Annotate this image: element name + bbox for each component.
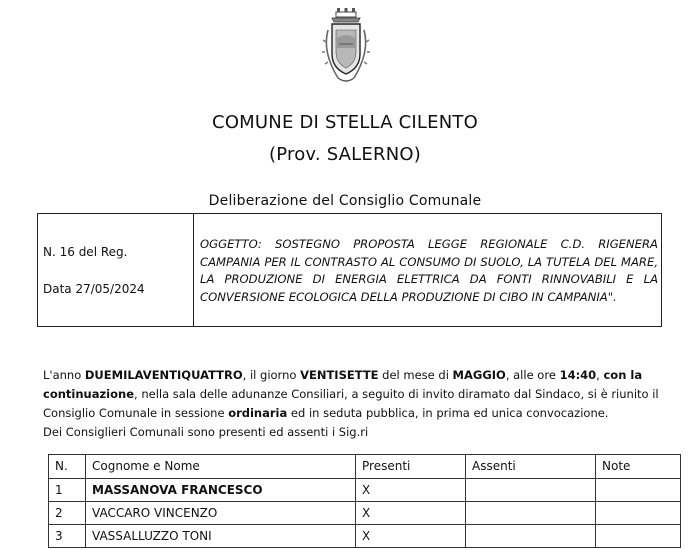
row-presenti: X [356, 525, 466, 548]
intro-text: del mese di [378, 368, 453, 382]
giorno-value: VENTISETTE [300, 368, 379, 382]
shield-icon [318, 8, 374, 88]
municipal-emblem [318, 8, 374, 88]
row-note [596, 479, 681, 502]
table-header-row [49, 455, 681, 479]
intro-line-4: Dei Consiglieri Comunali sono presenti ed assenti i Sig.ri [43, 425, 369, 439]
row-presenti: X [356, 502, 466, 525]
row-assenti [466, 525, 596, 548]
row-name: MASSANOVA FRANCESCO [86, 479, 356, 502]
table-row [49, 525, 681, 548]
document-type-title: Deliberazione del Consiglio Comunale [208, 193, 482, 209]
row-note [596, 525, 681, 548]
registro-numero: N. 16 del Reg. [43, 245, 128, 259]
oggetto-text: OGGETTO: SOSTEGNO PROPOSTA LEGGE REGIONALE C.D. RIGENERA CAMPANIA PER IL CONTRASTO AL CONSUMO DI SUOLO, LA TUTELA DEL MARE, LA PRODUZIONE DI ENERGIA ELETTRICA DA FONTI RINNOVABILI E LA CONVERSIONE ECOLOGICA DELLA PRODUZIONE DI CIBO IN CAMPANIA". [200, 237, 658, 304]
provincia-title: (Prov. SALERNO) [269, 144, 421, 165]
intro-text: , alle ore [505, 368, 560, 382]
continuazione-value: con la continuazione [43, 368, 643, 401]
ora-value: 14:40 [559, 368, 597, 382]
header-name: Cognome e Nome [86, 455, 356, 479]
attendance-table [48, 454, 681, 548]
header-presenti: Presenti [356, 455, 466, 479]
table-row [49, 479, 681, 502]
intro-text: ed in seduta pubblica, in prima ed unica convocazione. [287, 406, 609, 420]
row-n: 1 [49, 479, 86, 502]
deliberation-header-box [37, 213, 662, 327]
comune-title: COMUNE DI STELLA CILENTO [212, 112, 478, 133]
row-presenti: X [356, 479, 466, 502]
intro-paragraph [43, 366, 665, 442]
mese-value: MAGGIO [452, 368, 506, 382]
sessione-value: ordinaria [228, 406, 288, 420]
row-n: 3 [49, 525, 86, 548]
registro-data: Data 27/05/2024 [43, 282, 145, 296]
row-note [596, 502, 681, 525]
row-n: 2 [49, 502, 86, 525]
intro-text: , nella sala delle adunanze Consiliari, a seguito di invito diramato dal Sindaco, si è riunito il Consiglio Comunale in sessione [43, 387, 659, 420]
header-divider [193, 214, 194, 326]
table-row [49, 502, 681, 525]
header-n: N. [49, 455, 86, 479]
intro-text: L'anno [43, 368, 85, 382]
header-note: Note [596, 455, 681, 479]
row-name: VACCARO VINCENZO [86, 502, 356, 525]
row-assenti [466, 479, 596, 502]
row-name: VASSALLUZZO TONI [86, 525, 356, 548]
row-assenti [466, 502, 596, 525]
header-assenti: Assenti [466, 455, 596, 479]
intro-text: , il giorno [242, 368, 301, 382]
intro-text: , [596, 368, 604, 382]
anno-value: DUEMILAVENTIQUATTRO [84, 368, 243, 382]
